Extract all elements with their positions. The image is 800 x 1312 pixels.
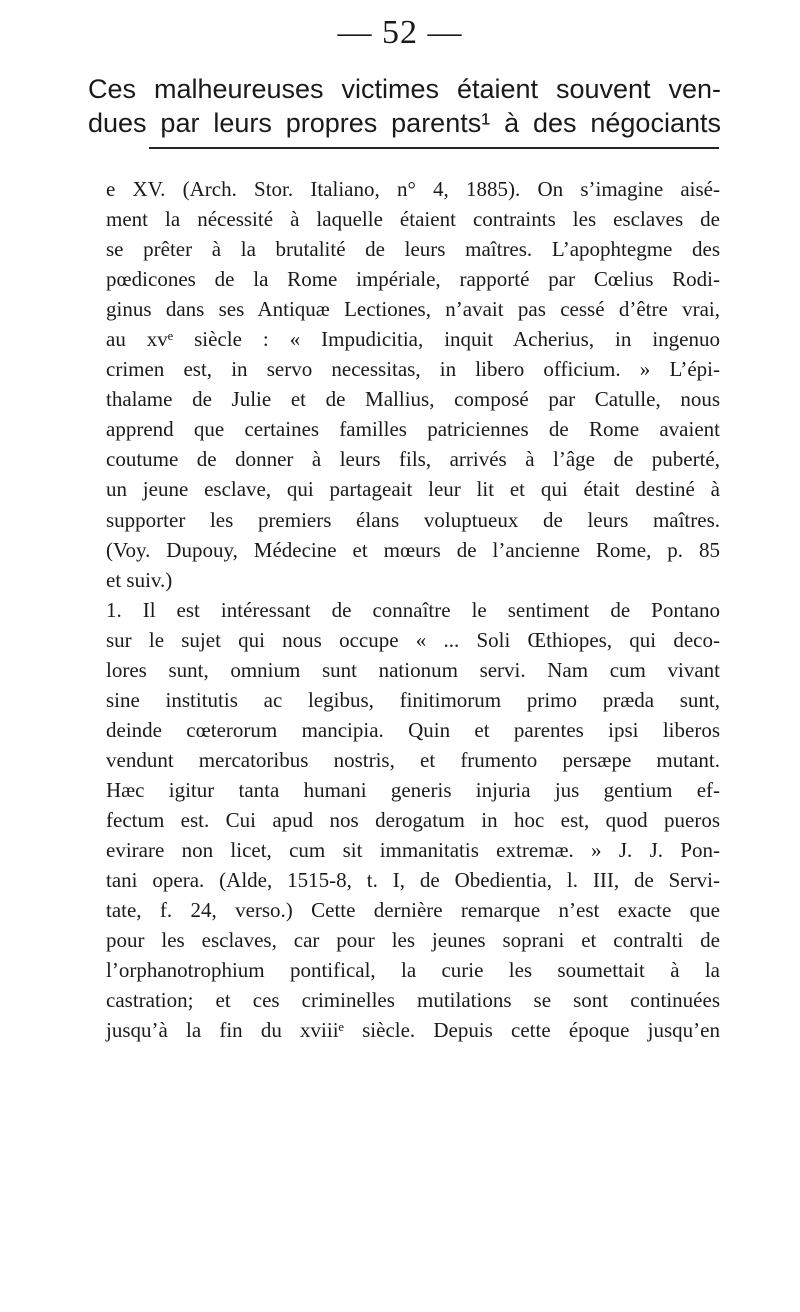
footnote-line: e XV. (Arch. Stor. Italiano, n° 4, 1885). On s’imagine aisé- xyxy=(106,177,720,201)
footnote-line: fectum est. Cui apud nos derogatum in hoc est, quod pueros xyxy=(106,807,720,832)
page-number: — 52 — xyxy=(337,14,463,51)
footnote-line: tate, f. 24, verso.) Cette dernière remarque n’est exacte que xyxy=(106,898,720,923)
footnote-line: thalame de Julie et de Mallius, composé par Catulle, nous xyxy=(106,387,720,412)
footnote-line: se prêter à la brutalité de leurs maîtres. L’apophtegme des xyxy=(106,237,720,262)
footnote-line: apprend que certaines familles patriciennes de Rome avaient xyxy=(106,417,720,442)
footnote-line: sur le sujet qui nous occupe « ... Soli Œthiopes, qui deco- xyxy=(106,627,720,652)
footnote-line: Hæc igitur tanta humani generis injuria jus gentium ef- xyxy=(106,777,720,802)
footnotes-block xyxy=(106,174,720,1045)
footnote-line: tani opera. (Alde, 1515-8, t. I, de Obedientia, l. III, de Servi- xyxy=(106,868,720,893)
footnote-line: castration; et ces criminelles mutilations se sont continuées xyxy=(106,988,720,1013)
footnote-line: et suiv.) xyxy=(106,567,173,592)
main-text-block xyxy=(88,72,721,140)
footnote-line: (Voy. Dupouy, Médecine et mœurs de l’ancienne Rome, p. 85 xyxy=(106,537,720,562)
footnote-line: ment la nécessité à laquelle étaient contraints les esclaves de xyxy=(106,207,720,232)
footnote-line: coutume de donner à leurs fils, arrivés à l’âge de puberté, xyxy=(106,447,720,472)
footnote-line: evirare non licet, cum sit immanitatis extremæ. » J. J. Pon- xyxy=(106,838,720,863)
footnote-line: au xvᵉ siècle : « Impudicitia, inquit Acherius, in ingenuo xyxy=(106,327,720,352)
main-text-line: Ces malheureuses victimes étaient souvent ven- xyxy=(88,74,721,104)
footnote-line: ginus dans ses Antiquæ Lectiones, n’avait pas cessé d’être vrai, xyxy=(106,297,720,322)
footnote-line: deinde cœterorum mancipia. Quin et parentes ipsi liberos xyxy=(106,717,720,742)
footnote-line: crimen est, in servo necessitas, in libero officium. » L’épi- xyxy=(106,357,720,382)
footnote-separator-rule xyxy=(149,147,719,149)
footnote-line: sine institutis ac legibus, finitimorum primo præda sunt, xyxy=(106,687,720,712)
footnote-line: 1. Il est intéressant de connaître le sentiment de Pontano xyxy=(106,597,720,622)
footnote-line: lores sunt, omnium sunt nationum servi. Nam cum vivant xyxy=(106,657,720,682)
footnote-line: pœdicones de la Rome impériale, rapporté par Cœlius Rodi- xyxy=(106,267,720,292)
footnote-line: pour les esclaves, car pour les jeunes soprani et contralti de xyxy=(106,928,720,953)
footnote-line: supporter les premiers élans voluptueux de leurs maîtres. xyxy=(106,507,720,532)
footnote-line: vendunt mercatoribus nostris, et frumento persæpe mutant. xyxy=(106,747,720,772)
footnote-line: un jeune esclave, qui partageait leur lit et qui était destiné à xyxy=(106,477,720,502)
footnote-line: jusqu’à la fin du xviiiᵉ siècle. Depuis cette époque jusqu’en xyxy=(106,1018,720,1043)
main-text-line: dues par leurs propres parents¹ à des négociants xyxy=(88,108,721,138)
footnote-line: l’orphanotrophium pontifical, la curie les soumettait à la xyxy=(106,958,720,983)
